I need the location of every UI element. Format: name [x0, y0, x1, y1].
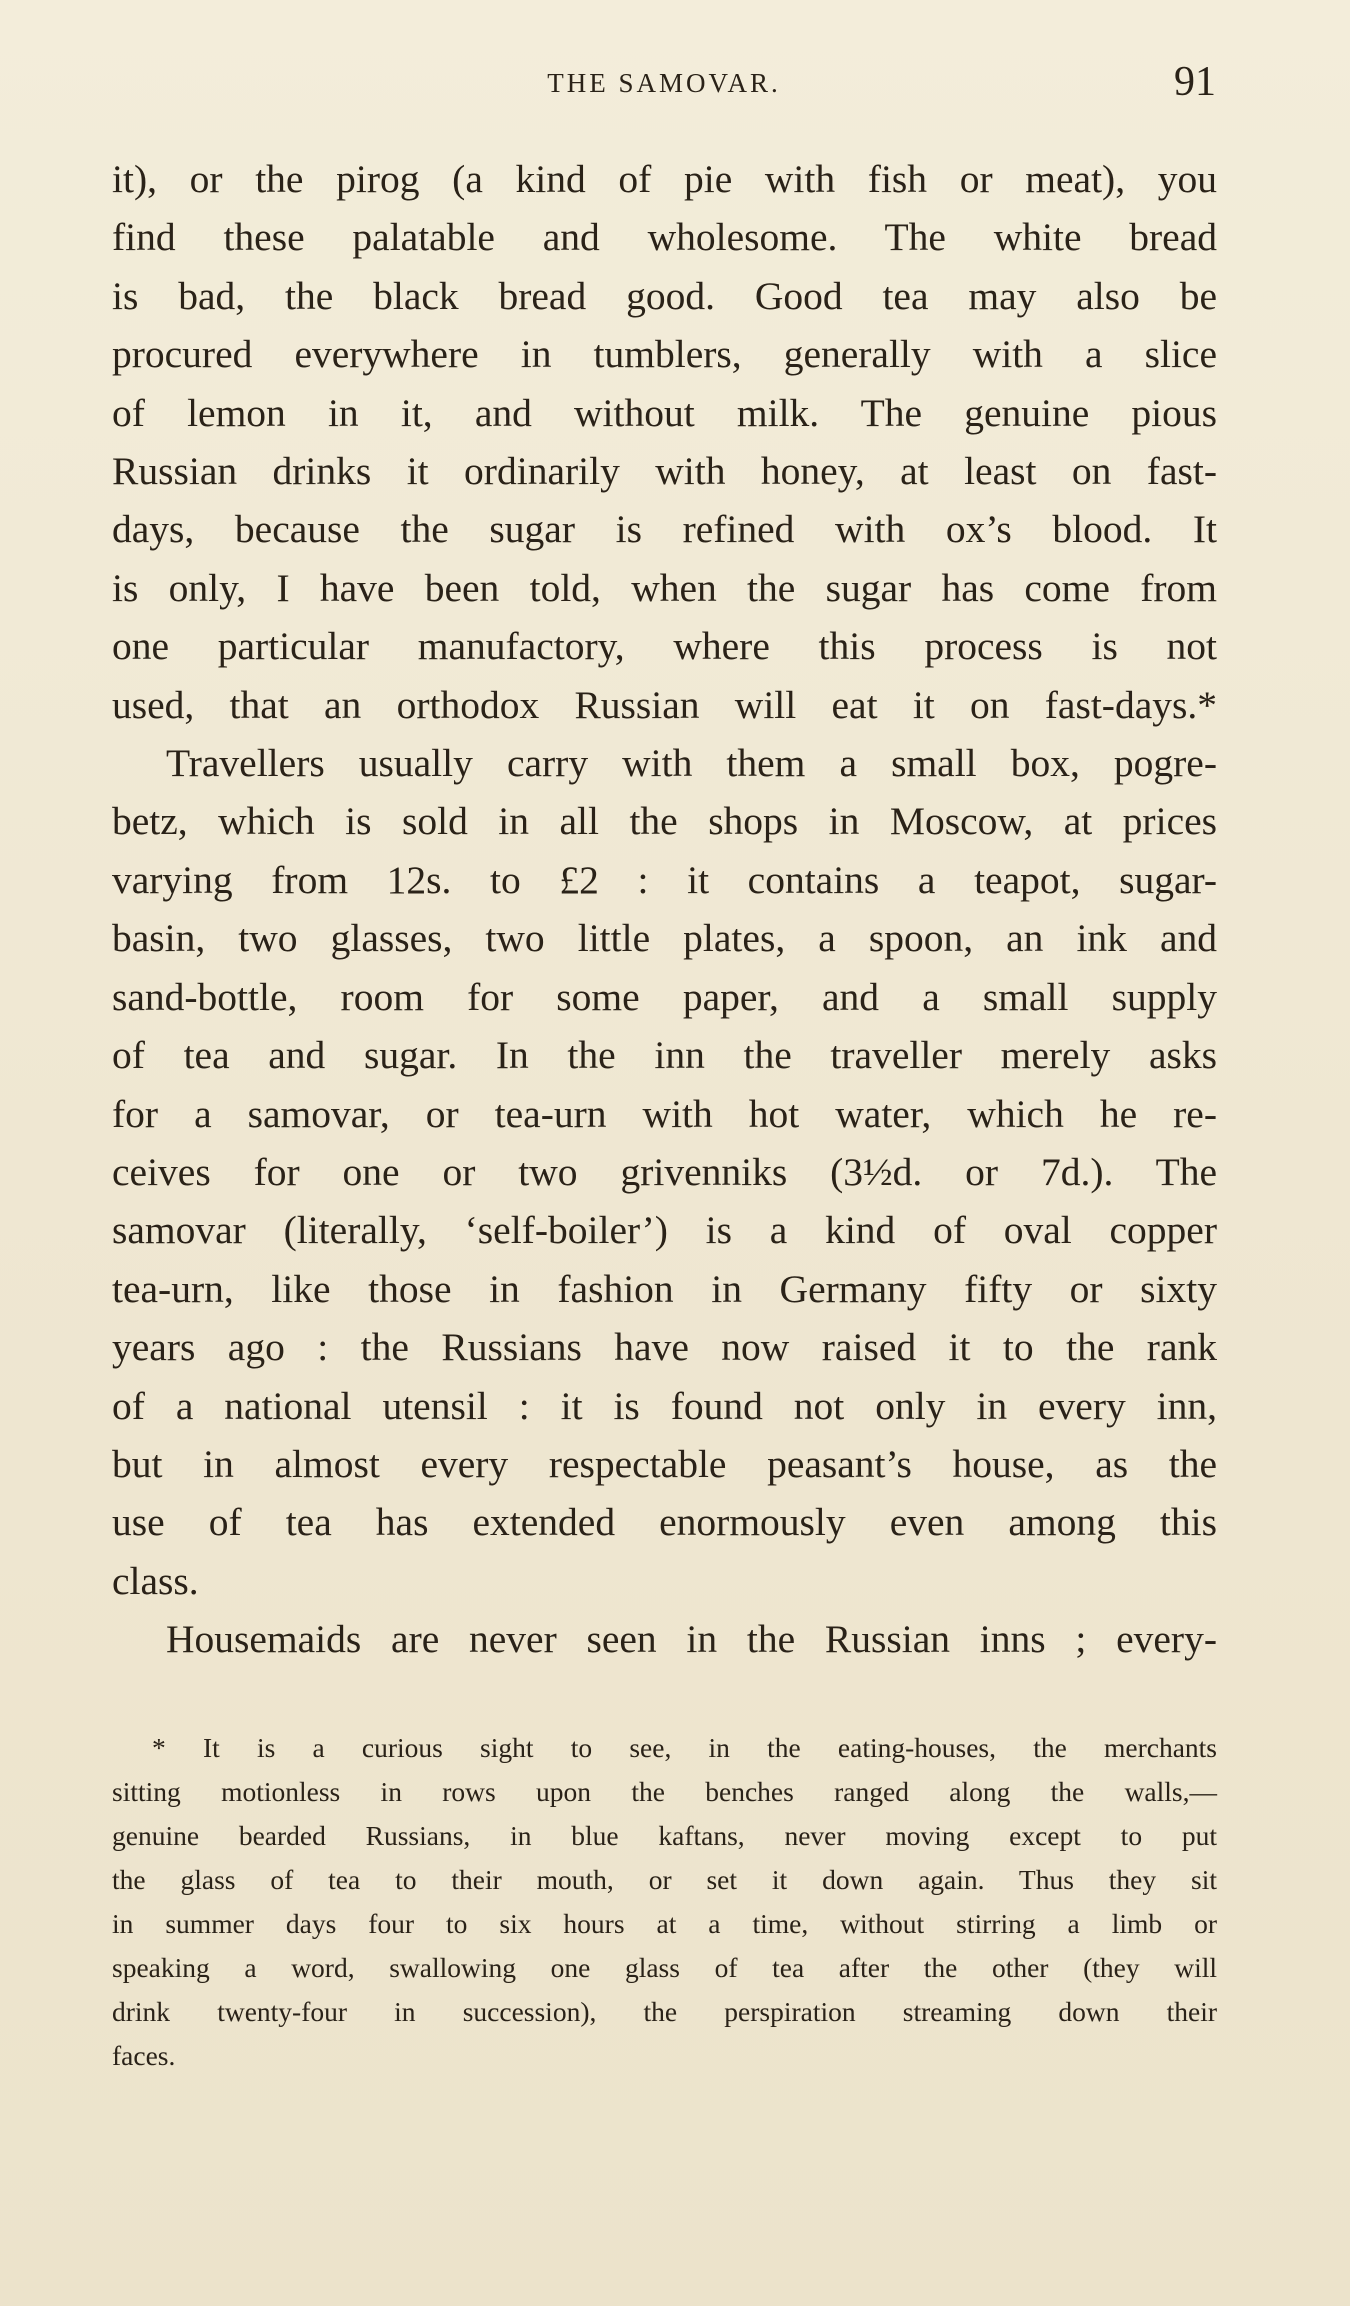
text-line: procured everywhere in tumblers, generally with a slice — [112, 332, 1217, 377]
page-number: 91 — [1174, 59, 1216, 105]
footnote-line: drink twenty-four in succession), the perspiration streaming down their — [112, 1996, 1217, 2027]
footnote-line: faces. — [112, 2040, 176, 2071]
text-line: use of tea has extended enormously even among this — [112, 1500, 1217, 1545]
text-line: days, because the sugar is refined with ox’s blood. It — [112, 507, 1217, 552]
text-line: is only, I have been told, when the sugar has come from — [112, 565, 1217, 610]
text-line: sand-bottle, room for some paper, and a small supply — [112, 974, 1217, 1019]
footnote-line: speaking a word, swallowing one glass of tea after the other (they will — [112, 1952, 1217, 1983]
footnote-line: genuine bearded Russians, in blue kaftans, never moving except to put — [112, 1820, 1217, 1851]
text-line: class. — [112, 1558, 199, 1603]
text-line: is bad, the black bread good. Good tea may also be — [112, 273, 1217, 318]
text-line: one particular manufactory, where this process is not — [112, 624, 1217, 669]
text-line: used, that an orthodox Russian will eat it on fast-days.* — [112, 682, 1217, 727]
body-text — [112, 150, 1217, 1669]
text-line: ceives for one or two grivenniks (3½d. or 7d.). The — [112, 1149, 1217, 1194]
text-line: Housemaids are never seen in the Russian inns ; every- — [166, 1617, 1217, 1662]
text-line: of tea and sugar. In the inn the traveller merely asks — [112, 1033, 1217, 1078]
text-line: find these palatable and wholesome. The white bread — [112, 215, 1217, 260]
footnote-line: in summer days four to six hours at a time, without stirring a limb or — [112, 1908, 1217, 1939]
footnote-line: the glass of tea to their mouth, or set it down again. Thus they sit — [112, 1864, 1217, 1895]
page-header — [112, 58, 1216, 114]
running-head: THE SAMOVAR. — [547, 68, 781, 98]
text-line: of a national utensil : it is found not only in every inn, — [112, 1383, 1217, 1428]
text-line: it), or the pirog (a kind of pie with fish or meat), you — [112, 157, 1217, 201]
text-line: for a samovar, or tea-urn with hot water, which he re- — [112, 1091, 1217, 1136]
text-line: betz, which is sold in all the shops in Moscow, at prices — [112, 799, 1217, 844]
footnote-line: sitting motionless in rows upon the benches ranged along the walls,— — [112, 1776, 1217, 1807]
text-line: Russian drinks it ordinarily with honey, at least on fast- — [112, 449, 1217, 494]
footnote — [112, 1726, 1217, 2078]
text-line: basin, two glasses, two little plates, a spoon, an ink and — [112, 916, 1217, 961]
text-line: of lemon in it, and without milk. The genuine pious — [112, 390, 1217, 435]
footnote-line: * It is a curious sight to see, in the eating-houses, the merchants — [152, 1732, 1217, 1763]
text-line: Travellers usually carry with them a small box, pogre- — [166, 741, 1217, 786]
text-line: years ago : the Russians have now raised it to the rank — [112, 1325, 1217, 1370]
text-line: but in almost every respectable peasant’s house, as the — [112, 1441, 1217, 1486]
text-line: samovar (literally, ‘self-boiler’) is a kind of oval copper — [112, 1208, 1217, 1253]
text-line: varying from 12s. to £2 : it contains a teapot, sugar- — [112, 857, 1217, 902]
text-line: tea-urn, like those in fashion in Germany fifty or sixty — [112, 1266, 1217, 1311]
